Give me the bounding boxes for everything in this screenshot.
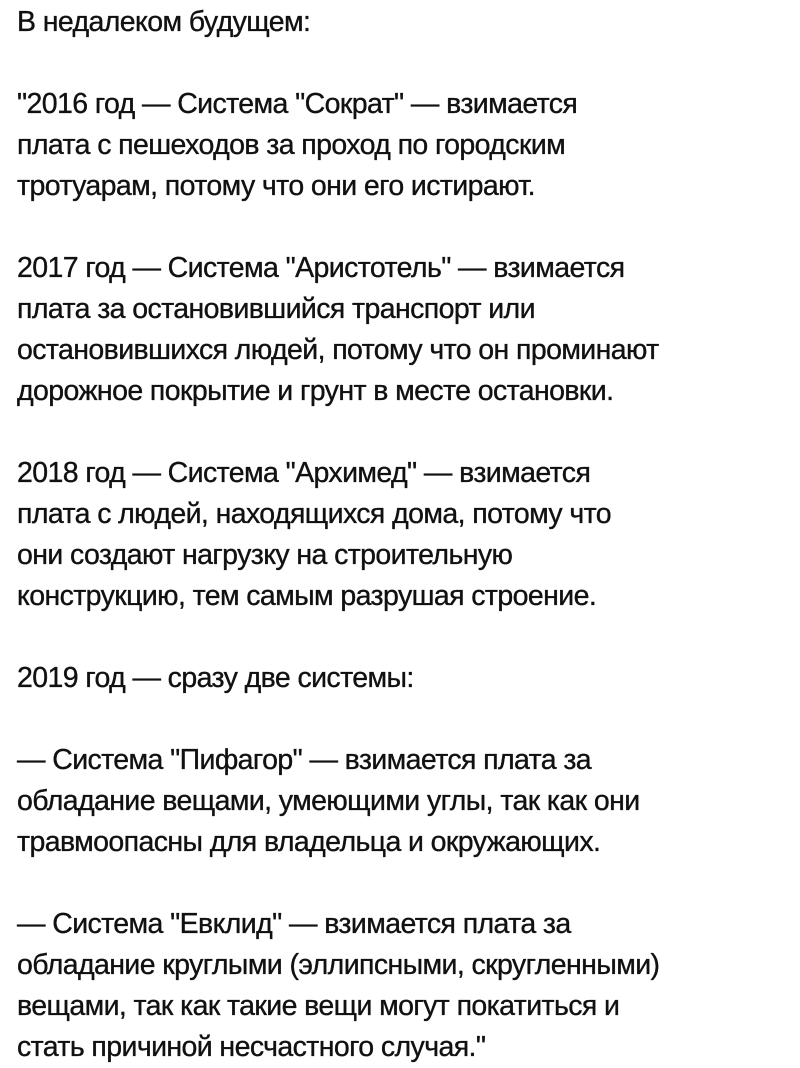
paragraph-gap xyxy=(17,412,792,453)
paragraph-gap xyxy=(17,43,792,84)
paragraph-euclid xyxy=(17,904,792,1068)
text-line: они создают нагрузку на строительную xyxy=(17,539,513,571)
text-line: обладание круглыми (эллипсными, скругленными) xyxy=(17,949,660,981)
text-line: 2017 год — Система "Аристотель" — взимается xyxy=(17,252,625,284)
text-line: вещами, так как такие вещи могут покатиться и xyxy=(17,990,620,1022)
paragraph-2018 xyxy=(17,453,792,617)
paragraph-pythagoras xyxy=(17,740,792,863)
text-line: 2018 год — Система "Архимед" — взимается xyxy=(17,457,591,489)
text-line: стать причиной несчастного случая." xyxy=(17,1031,486,1063)
text-line: плата с пешеходов за проход по городским xyxy=(17,129,566,161)
post-text xyxy=(17,2,792,1068)
paragraph-gap xyxy=(17,617,792,658)
text-line: обладание вещами, умеющими углы, так как они xyxy=(17,785,640,817)
text-line: — Система "Евклид" — взимается плата за xyxy=(17,908,571,940)
paragraph-gap xyxy=(17,207,792,248)
text-line: тротуарам, потому что они его истирают. xyxy=(17,170,535,202)
text-line: травмоопасны для владельца и окружающих. xyxy=(17,826,601,858)
paragraph-gap xyxy=(17,699,792,740)
intro-line: В недалеком будущем: xyxy=(17,6,311,38)
text-line: плата за остановившийся транспорт или xyxy=(17,293,535,325)
text-line: остановившихся людей, потому что он проминают xyxy=(17,334,659,366)
text-line: плата с людей, находящихся дома, потому что xyxy=(17,498,611,530)
text-line: конструкцию, тем самым разрушая строение. xyxy=(17,580,597,612)
paragraph-gap xyxy=(17,863,792,904)
paragraph-2017 xyxy=(17,248,792,412)
text-line: — Система "Пифагор" — взимается плата за xyxy=(17,744,592,776)
text-line: "2016 год — Система "Сократ" — взимается xyxy=(17,88,578,120)
paragraph-2019: 2019 год — сразу две системы: xyxy=(17,662,414,694)
paragraph-2016 xyxy=(17,84,792,207)
text-line: дорожное покрытие и грунт в месте остановки. xyxy=(17,375,614,407)
